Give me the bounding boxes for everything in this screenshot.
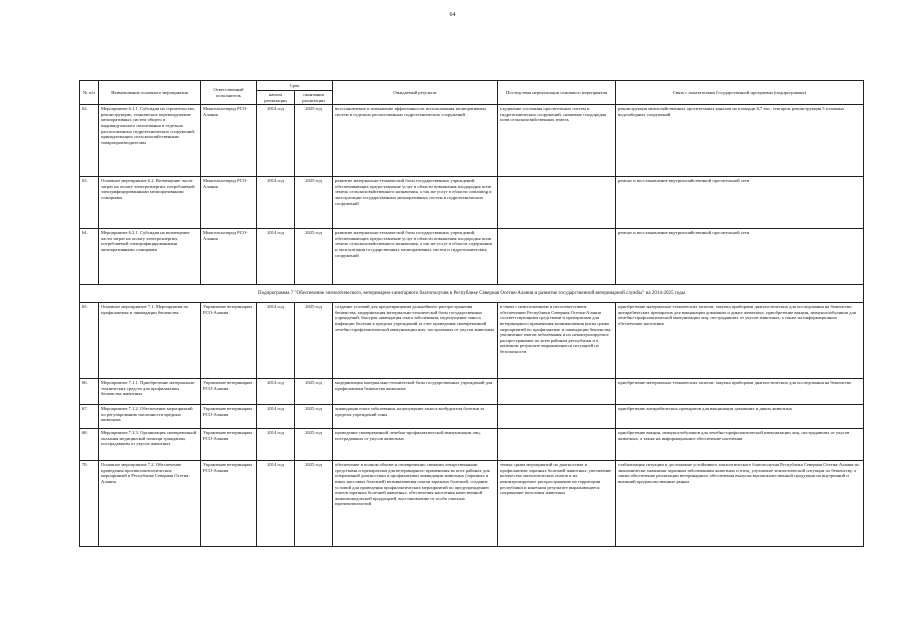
row-result: развитие материально-технической базы государственных учреждений, обеспечивающих предоставление услуг в области повышения плодородия почв земель сельскохозяйственного назначения, а так же услуг в области containing и эксплуатации государственных мелиоративных систем и гидротехнических сооружений bbox=[333, 177, 498, 229]
row-end: 2025 год bbox=[295, 405, 333, 429]
row-num: 62. bbox=[80, 105, 99, 177]
row-result: обеспечение в полном объеме и своевременно свежими лекарственными средствами и препаратами для ветеринарного применения во всех районах для оперативной диагностики и профилактики ликвидации животных (заразных и иных массовых болезней) возникновения очагов заразных болезней, создание условий для проведения профилактических мероприятий по предупреждению очагов заразных болезней животных, обеспечения населения качественной животноводческой продукцией, восстановление от особо опасных противоэпизоотий bbox=[333, 461, 498, 547]
row-responsible: Управление ветеринарии РСО-Алания bbox=[201, 405, 257, 429]
table-row bbox=[80, 105, 864, 177]
header-num: № п/п bbox=[80, 81, 99, 105]
row-result: создание условий для предотвращения дальнейшего распространения бешенства, модернизация материально-технической базы государственных учреждений, быстрая ликвидация очага заболевания, недопущение заноса инфекции болезни в пределы учреждений за счет проведения своевременной лечебно-профилактической иммунизации них, построенных от укусов животных bbox=[333, 303, 498, 379]
row-consequences: ухудшение состояния оросительных систем и гидротехнических сооружений, снижение плодородия почв сельскохозяйственных земель bbox=[498, 105, 616, 177]
row-num: 70. bbox=[80, 461, 99, 547]
row-result: восстановление и повышение эффективности использования мелиоративных систем и отдельно расположенных гидротехнических сооружений bbox=[333, 105, 498, 177]
row-name: Мероприятие 6.1.1. Субсидия на строительство, реконструкцию, техническое перевооружение мелиоративных систем общего и индивидуального пользования и отдельно расположенных гидротехнических сооружений, принадлежащих сельскохозяйственным товаропроизводителям bbox=[99, 105, 201, 177]
row-start: 2014 год bbox=[257, 461, 295, 547]
row-start: 2014 год bbox=[257, 105, 295, 177]
row-consequences bbox=[498, 177, 616, 229]
row-link: приобретение вакцин, иммуноглобулинов для лечебно-профилактической иммунизации лиц, пострадавших от укусов животных, а также на информационное обеспечение населения bbox=[616, 429, 864, 461]
row-start: 2014 год bbox=[257, 229, 295, 285]
header-end: окончания реализации bbox=[295, 91, 333, 105]
row-end: 2025 год bbox=[295, 303, 333, 379]
row-end: 2025 год bbox=[295, 379, 333, 405]
row-consequences: в связи с неисполнением и несоответствием обеспечению Республики Северная Осетия-Алания соответствующими средствами и препаратами для ветеринарного применения возникновения риска срыва мероприятий по профилактике и ликвидации бешенства, увеличение очагов заболевания и их неконтролируемое распространение по всем районам республики и в конечном результате выражающиеся ситуацией по безопасности bbox=[498, 303, 616, 379]
row-start: 2014 год bbox=[257, 303, 295, 379]
row-num: 63. bbox=[80, 177, 99, 229]
row-name: Мероприятие 7.1.2. Обеспечение мероприятий по регулированию численности вредных животных bbox=[99, 405, 201, 429]
row-consequences bbox=[498, 379, 616, 405]
row-end: 2025 год bbox=[295, 177, 333, 229]
row-name: Основное мероприятие 7.2. Обеспечение проведения противоэпизоотических мероприятий в Республике Северная Осетия-Алания bbox=[99, 461, 201, 547]
row-start: 2014 год bbox=[257, 379, 295, 405]
row-link: приобретение материально-технических запасов, закупка приборами диагностических для исследования на бешенство bbox=[616, 379, 864, 405]
table-row bbox=[80, 177, 864, 229]
row-result: проведение своевременной лечебно-профилактической иммунизации лиц, пострадавших от укусов животных bbox=[333, 429, 498, 461]
row-end: 2025 год bbox=[295, 229, 333, 285]
row-name: Основное мероприятие 6.2. Возмещение части затрат на оплату электроэнергии, потребляемой электрифицированными мелиоративными станциями bbox=[99, 177, 201, 229]
row-responsible: Минсельхозпрод РСО-Алания bbox=[201, 105, 257, 177]
row-responsible: Минсельхозпрод РСО-Алания bbox=[201, 177, 257, 229]
table-row bbox=[80, 461, 864, 547]
row-num: 65. bbox=[80, 303, 99, 379]
row-link: реконструкция межхозяйственных оросительных каналов на площади 8,7 тыс. гектаров, реконструкция 5 головных водозаборных сооружений bbox=[616, 105, 864, 177]
header-link: Связь с показателями Государственной программы (подпрограммы) bbox=[616, 81, 864, 105]
row-name: Мероприятие 7.1.3. Организация своевременной оказания медицинской помощи гражданам, пострадавшим от укусов животных bbox=[99, 429, 201, 461]
table-body bbox=[80, 105, 864, 547]
row-responsible: Управление ветеринарии РСО-Алания bbox=[201, 461, 257, 547]
row-link: приобретение материально-технических запасов, закупка приборами диагностических для исследования на бешенство, антирабических препаратов для вакцинации домашних и диких животных, приобретение вакцин, иммуноглобулинов для лечебно-профилактической иммунизации лиц, пострадавших от укусов животных, а также на информационное обеспечение населения bbox=[616, 303, 864, 379]
table-row bbox=[80, 429, 864, 461]
row-start: 2014 год bbox=[257, 405, 295, 429]
row-result: модернизация материально-технической базы государственных учреждений для профилактики бешенства животных bbox=[333, 379, 498, 405]
row-start: 2014 год bbox=[257, 177, 295, 229]
header-start: начала реализации bbox=[257, 91, 295, 105]
row-name: Мероприятие 6.2.1. Субсидия на возмещение части затрат на оплату электроэнергии, потребляемой электрифицированными мелиоративными станциями bbox=[99, 229, 201, 285]
table-row bbox=[80, 379, 864, 405]
row-responsible: Минсельхозпрод РСО-Алания bbox=[201, 229, 257, 285]
section-title: Подпрограмма 7 "Обеспечение эпизоотического, ветеринарно-санитарного благополучия в Республике Северная Осетия-Алания и развитие государственной ветеринарной службы" на 2014-2025 годы bbox=[80, 285, 864, 303]
header-consequences: Последствия нереализации основного мероприятия bbox=[498, 81, 616, 105]
row-end: 2025 год bbox=[295, 429, 333, 461]
row-link: ремонт и восстановление внутрихозяйственной оросительной сети bbox=[616, 229, 864, 285]
row-responsible: Управление ветеринарии РСО-Алания bbox=[201, 379, 257, 405]
row-num: 64. bbox=[80, 229, 99, 285]
row-consequences bbox=[498, 229, 616, 285]
table-row bbox=[80, 303, 864, 379]
program-table bbox=[79, 80, 864, 547]
row-result: развитие материально-технической базы государственных учреждений, обеспечивающих предоставление услуг в области повышения плодородия почв земель сельскохозяйственного назначения, а так же услуг в области содержания и эксплуатации государственных мелиоративных систем и гидротехнических сооружений bbox=[333, 229, 498, 285]
page-number: 64 bbox=[449, 12, 456, 18]
row-end: 2025 год bbox=[295, 105, 333, 177]
row-responsible: Управление ветеринарии РСО-Алания bbox=[201, 429, 257, 461]
table-row bbox=[80, 405, 864, 429]
header-result: Ожидаемый результат bbox=[333, 81, 498, 105]
section-row bbox=[80, 285, 864, 303]
row-consequences bbox=[498, 429, 616, 461]
header-responsible: Ответственный исполнитель bbox=[201, 81, 257, 105]
header-name: Наименование основного мероприятия bbox=[99, 81, 201, 105]
row-num: 68. bbox=[80, 429, 99, 461]
row-link: стабилизация ситуации и достижение устойчивого эпизоотического благополучия Республика Северная Осетия-Алания по экономически значимым заразным заболеваниям животных и птиц, улучшение эпизоотической ситуации по бешенству, а также обеспечение реализации ветеринарного обеспечения выпуска высококачественной продукции на внутренний и внешний продовольственные рынки bbox=[616, 461, 864, 547]
row-consequences: темпы срыва мероприятий по диагностике и профилактике заразных болезней животных, увеличение количества эпизоотических очагов и их неконтролируемое распространение на территории республики и конечном результате выражающиеся сокращение поголовья животных bbox=[498, 461, 616, 547]
row-link: ремонт и восстановление внутрихозяйственной оросительной сети bbox=[616, 177, 864, 229]
row-num: 66. bbox=[80, 379, 99, 405]
row-result: ликвидация очага заболевания, недопущение заноса возбудителя болезни за пределы учреждений зоны bbox=[333, 405, 498, 429]
table-row bbox=[80, 229, 864, 285]
row-name: Основное мероприятие 7.1. Мероприятия по профилактике и ликвидации бешенства bbox=[99, 303, 201, 379]
row-end: 2025 год bbox=[295, 461, 333, 547]
header-term: Срок bbox=[257, 81, 333, 91]
row-name: Мероприятие 7.1.1. Приобретение материально-технических средств для профилактики бешенства животных bbox=[99, 379, 201, 405]
table-header bbox=[80, 81, 864, 105]
row-num: 67. bbox=[80, 405, 99, 429]
row-consequences bbox=[498, 405, 616, 429]
row-link: приобретение антирабических препаратов для вакцинации домашних и диких животных bbox=[616, 405, 864, 429]
row-responsible: Управление ветеринарии РСО-Алания bbox=[201, 303, 257, 379]
row-start: 2014 год bbox=[257, 429, 295, 461]
